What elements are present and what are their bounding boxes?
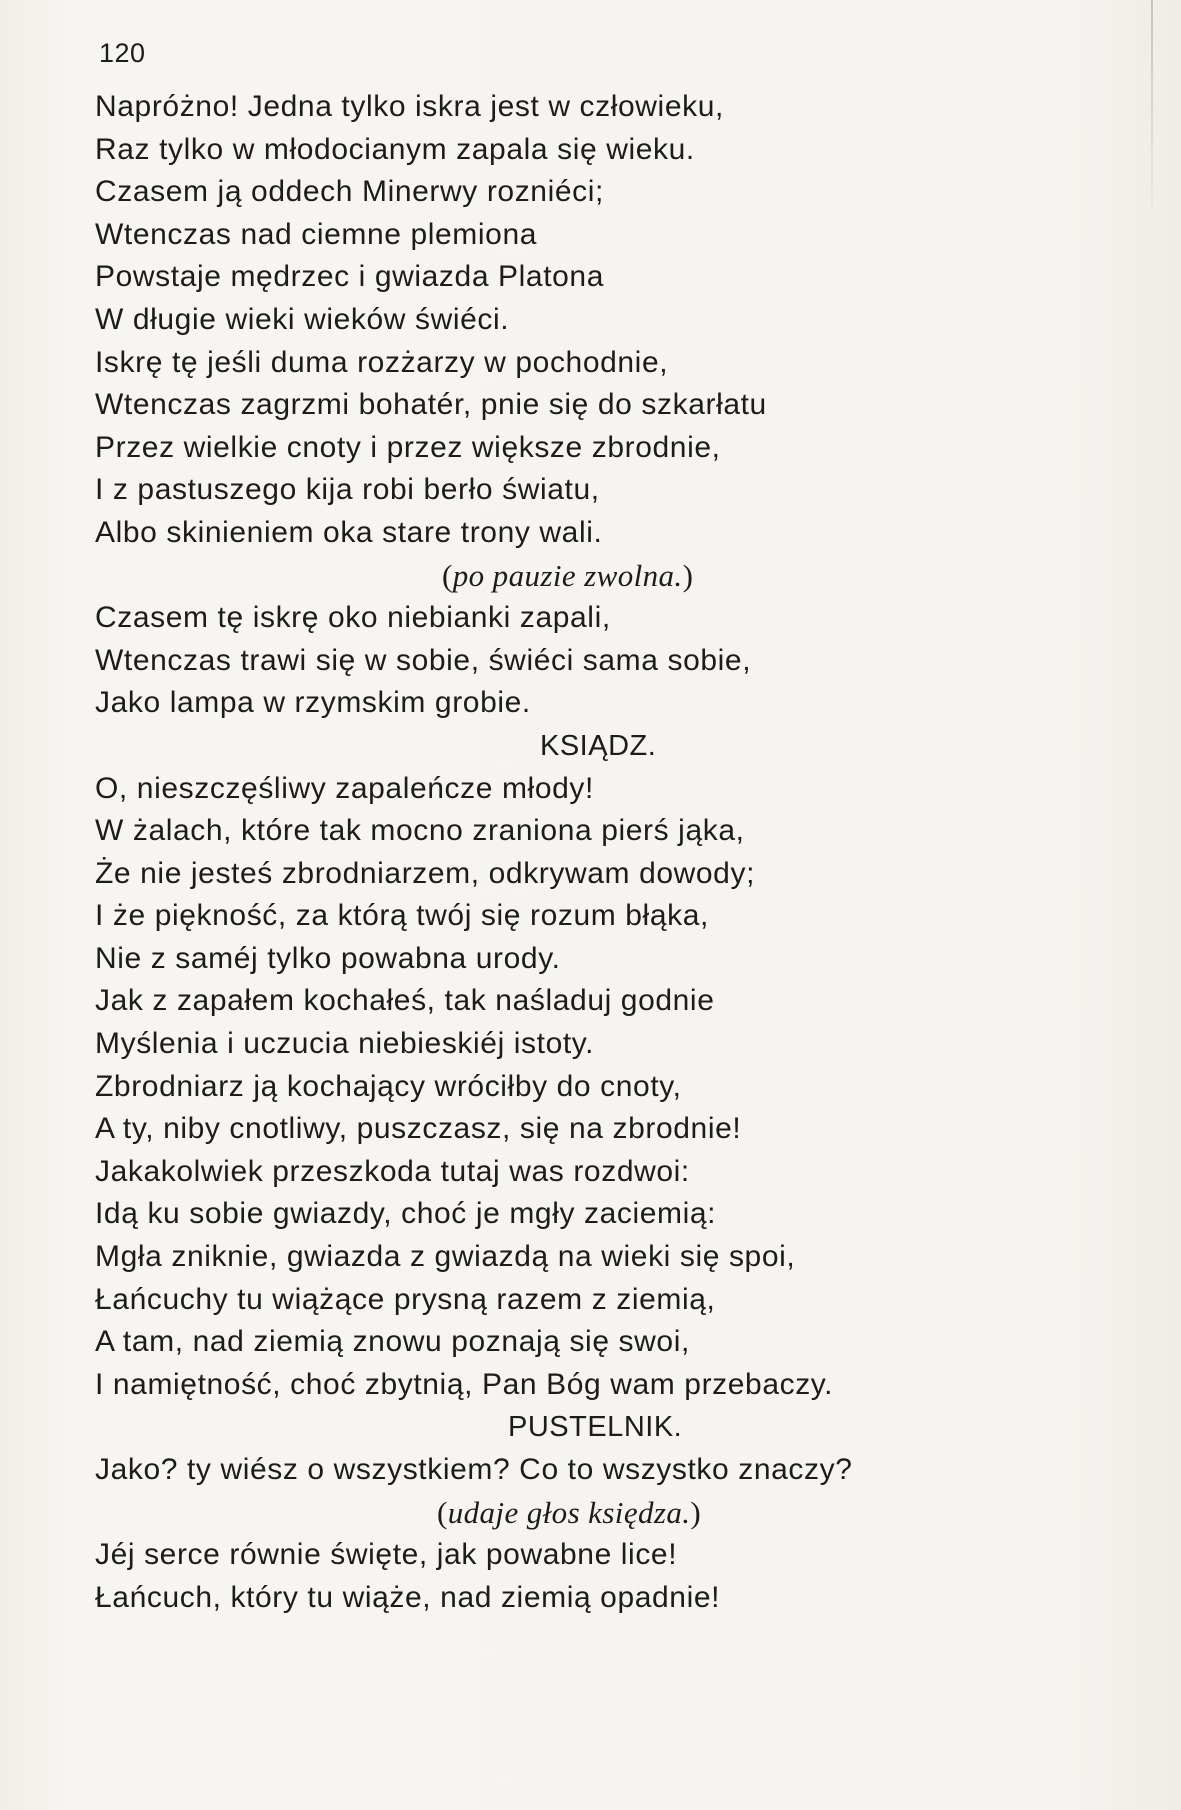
- verse-line: I że piękność, za którą twój się rozum błąka,: [95, 899, 709, 933]
- verse-line: Czasem ją oddech Minerwy rozniéci;: [95, 175, 604, 209]
- verse-line: Jako lampa w rzymskim grobie.: [95, 686, 531, 720]
- speaker-name: PUSTELNIK.: [508, 1411, 683, 1444]
- page-number: 120: [99, 38, 146, 68]
- verse-line: Że nie jesteś zbrodniarzem, odkrywam dowody;: [95, 856, 756, 890]
- verse-line: Czasem tę iskrę oko niebianki zapali,: [95, 601, 611, 635]
- verse-line: Łańcuchy tu wiążące prysną razem z ziemią,: [95, 1282, 716, 1316]
- verse-line: Łańcuch, który tu wiąże, nad ziemią opadnie!: [95, 1580, 721, 1614]
- verse-line: Jak z zapałem kochałeś, tak naśladuj godnie: [95, 984, 715, 1018]
- verse-line: Napróżno! Jedna tylko iskra jest w człowieku,: [95, 90, 724, 123]
- stage-direction-text: po pauzie zwolna.: [452, 557, 683, 593]
- verse-line: I namiętność, choć zbytnią, Pan Bóg wam przebaczy.: [95, 1367, 834, 1401]
- verse-line: A tam, nad ziemią znowu poznają się swoi,: [95, 1325, 690, 1359]
- verse-line: A ty, niby cnotliwy, puszczasz, się na zbrodnie!: [95, 1112, 742, 1146]
- verse-line: Raz tylko w młodocianym zapala się wieku.: [95, 132, 695, 166]
- verse-line: Wtenczas nad ciemne plemiona: [95, 217, 538, 251]
- verse-line: Wtenczas trawi się w sobie, świéci sama sobie,: [95, 643, 752, 677]
- verse-line: Idą ku sobie gwiazdy, choć je mgły zaciemią:: [95, 1197, 717, 1231]
- verse-line: Zbrodniarz ją kochający wróciłby do cnoty,: [95, 1069, 682, 1103]
- verse-line: O, nieszczęśliwy zapaleńcze młody!: [95, 771, 594, 805]
- verse-line: W żalach, które tak mocno zraniona pierś jąka,: [95, 814, 745, 848]
- verse-line: I z pastuszego kija robi berło światu,: [95, 473, 600, 507]
- verse-line: W długie wieki wieków świéci.: [95, 302, 510, 336]
- verse-line: Nie z saméj tylko powabna urody.: [95, 941, 561, 975]
- verse-line: Jéj serce równie święte, jak powabne lice!: [95, 1538, 678, 1572]
- verse-line: Iskrę tę jeśli duma rozżarzy w pochodnie,: [95, 345, 669, 379]
- page-edge-mark: [1151, 0, 1153, 210]
- verse-line: Jakakolwiek przeszkoda tutaj was rozdwoi:: [95, 1154, 690, 1188]
- verse-line: Przez wielkie cnoty i przez większe zbrodnie,: [95, 430, 721, 464]
- verse-line: Jako? ty wiész o wszystkiem? Co to wszystko znaczy?: [95, 1453, 853, 1486]
- verse-line: Myślenia i uczucia niebieskiéj istoty.: [95, 1027, 595, 1061]
- stage-direction: (udaje głos księdza.): [437, 1494, 702, 1530]
- stage-direction: (po pauzie zwolna.): [442, 557, 694, 593]
- poem-text: [95, 86, 1095, 1619]
- speaker-name: KSIĄDZ.: [540, 729, 657, 762]
- verse-line: Mgła zniknie, gwiazda z gwiazdą na wieki się spoi,: [95, 1240, 796, 1274]
- stage-direction-text: udaje głos księdza.: [447, 1494, 691, 1530]
- verse-line: Wtenczas zagrzmi bohatér, pnie się do szkarłatu: [95, 388, 767, 422]
- verse-line: Powstaje mędrzec i gwiazda Platona: [95, 260, 604, 294]
- verse-line: Albo skinieniem oka stare trony wali.: [95, 515, 603, 549]
